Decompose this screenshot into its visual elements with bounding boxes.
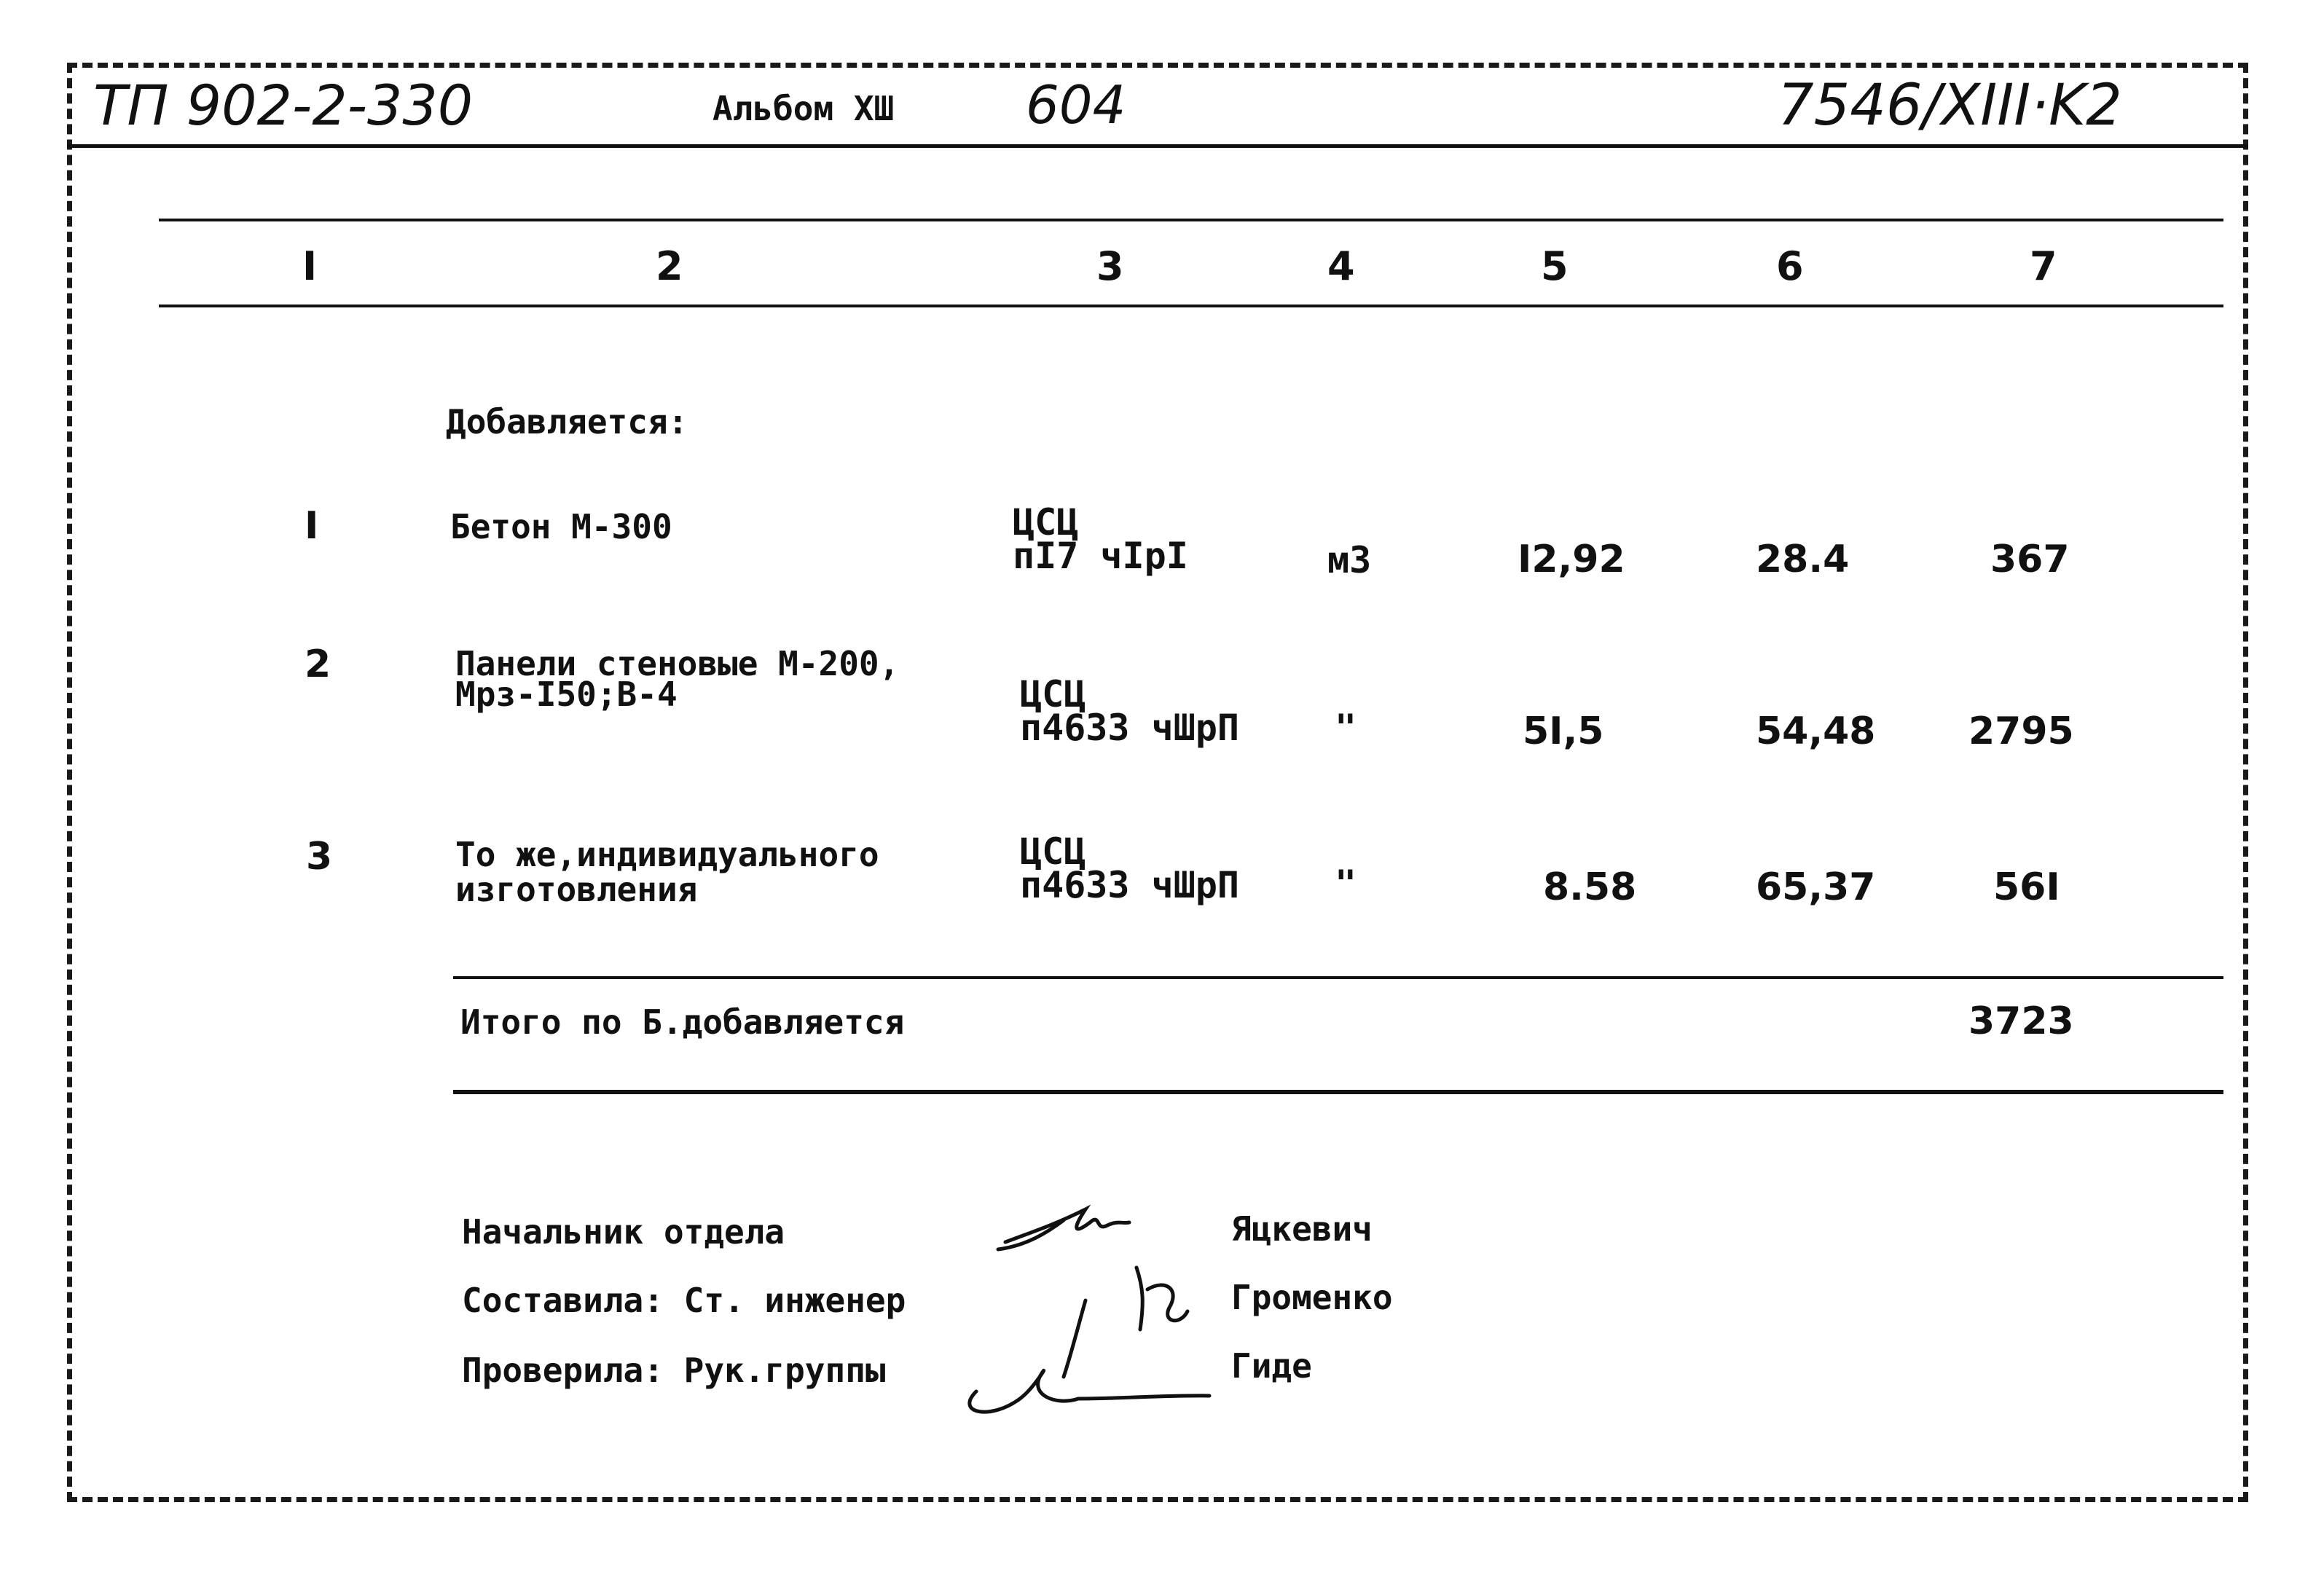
signatory-role: Начальник отдела bbox=[462, 1212, 785, 1252]
column-header: 2 bbox=[656, 243, 683, 289]
table-header-rule bbox=[159, 305, 2223, 307]
total-cost: 56I bbox=[1993, 865, 2060, 909]
signatory-role: Проверила: Рук.группы bbox=[462, 1351, 886, 1390]
sheet-number: 604 bbox=[1026, 74, 1126, 135]
row-number: 3 bbox=[306, 835, 333, 879]
unit-price: 54,48 bbox=[1756, 710, 1876, 753]
total-value: 3723 bbox=[1968, 999, 2074, 1043]
header-rule bbox=[67, 144, 2248, 148]
unit: " bbox=[1335, 707, 1357, 749]
album-label: Альбом XШ bbox=[712, 89, 895, 128]
signatory-name: Громенко bbox=[1231, 1278, 1393, 1317]
project-code: ТП 902-2-330 bbox=[93, 73, 474, 138]
quantity: 5I,5 bbox=[1523, 710, 1604, 753]
signatory-name: Гиде bbox=[1231, 1346, 1312, 1386]
column-header: 7 bbox=[2030, 243, 2057, 289]
column-header: 3 bbox=[1096, 243, 1124, 289]
item-name: То же,индивидуального bbox=[455, 835, 879, 874]
column-header: 5 bbox=[1541, 243, 1569, 289]
row-number: I bbox=[305, 504, 319, 548]
total-top-rule bbox=[453, 976, 2223, 979]
item-name-line2: изготовления bbox=[455, 870, 698, 909]
signatory-role: Составила: Ст. инженер bbox=[462, 1281, 906, 1320]
handwritten-signatures bbox=[947, 1180, 1224, 1435]
price-code-label: ЦСЦ bbox=[1020, 830, 1086, 873]
unit-price: 65,37 bbox=[1756, 865, 1876, 909]
price-code: пI7 чIрI bbox=[1013, 535, 1188, 577]
quantity: 8.58 bbox=[1543, 865, 1637, 909]
total-cost: 367 bbox=[1990, 538, 2070, 581]
total-cost: 2795 bbox=[1968, 710, 2074, 753]
unit: м3 bbox=[1327, 539, 1372, 581]
column-header: I bbox=[302, 243, 318, 289]
price-code: п4633 чШрП bbox=[1020, 864, 1240, 906]
item-name: Бетон М-300 bbox=[450, 507, 672, 546]
price-code-label: ЦСЦ bbox=[1013, 501, 1079, 543]
total-bottom-rule bbox=[453, 1090, 2223, 1094]
section-title: Добавляется: bbox=[446, 402, 688, 441]
price-code-label: ЦСЦ bbox=[1020, 673, 1086, 715]
signatory-name: Яцкевич bbox=[1231, 1209, 1373, 1249]
unit: " bbox=[1335, 863, 1357, 905]
table-top-rule bbox=[159, 219, 2223, 221]
inventory-number: 7546/XIII·K2 bbox=[1778, 73, 2122, 138]
column-header: 4 bbox=[1327, 243, 1355, 289]
price-code: п4633 чШрП bbox=[1020, 707, 1240, 749]
item-name-line2: Мрз-I50;В-4 bbox=[455, 675, 678, 714]
row-number: 2 bbox=[305, 643, 331, 686]
quantity: I2,92 bbox=[1518, 538, 1625, 581]
item-name: Панели стеновые М-200, bbox=[455, 644, 900, 683]
total-label: Итого по Б.добавляется bbox=[460, 1002, 905, 1042]
unit-price: 28.4 bbox=[1756, 538, 1850, 581]
column-header: 6 bbox=[1776, 243, 1804, 289]
